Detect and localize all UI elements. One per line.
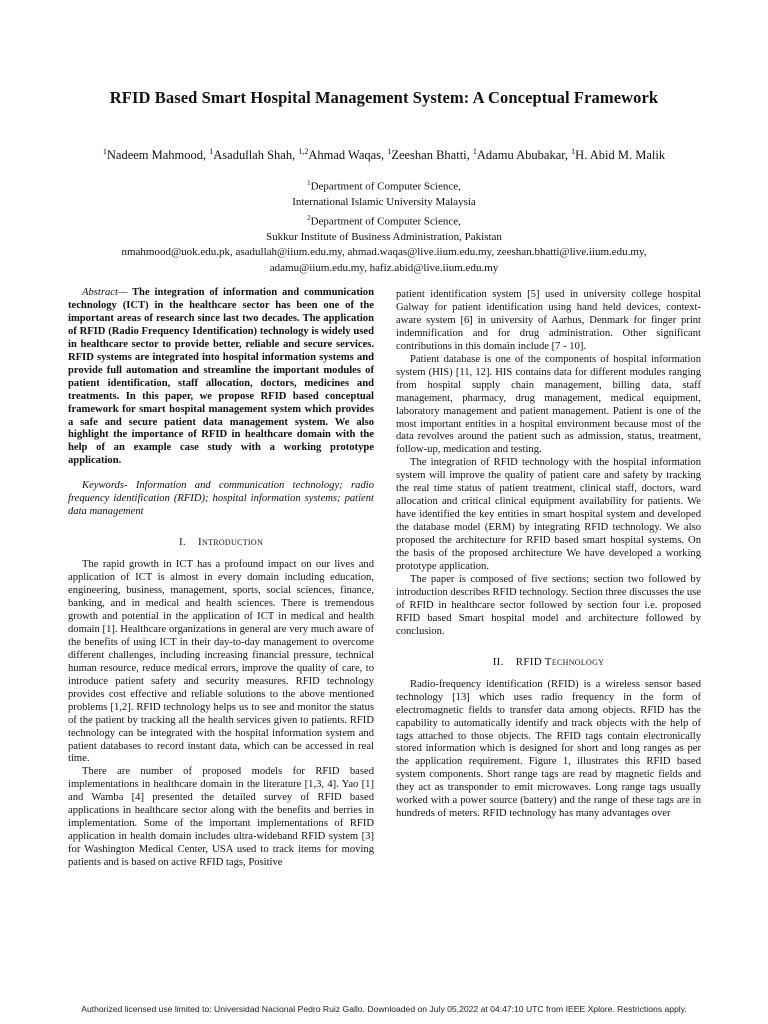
author: $^{1,2}$Ahmad Waqas, [298,147,388,163]
abstract-text: The integration of information and communication technology (ICT) in the healthcare sector has been one of the important areas of research since last two decades. The application of RFID (Radio Frequency Identification) technology is widely used in healthcare sector to provide better, reliable and secure services. RFID systems are integrated into hospital information systems and provide full automation and streamline the important modules of patient identification, staff allocation, doctors, medicines and treatments. In this paper, we propose RFID based conceptual framework for smart hospital management system which provides a safe and secure patient data management system. We also highlight the importance of RFID in healthcare domain with the help of an example case study with a working prototype application. [68,287,374,467]
ieee-license-footer: Authorized licensed use limited to: Universidad Nacional Pedro Ruiz Gallo. Downloaded on July 05,2022 at 04:47:10 UTC from IEEE Xplore. Restrictions apply. [81,1004,687,1014]
author: $^1$H. Abid M. Malik [571,147,666,163]
author-list [40,144,728,163]
author: $^1$Asadullah Shah, [209,147,299,163]
paragraph: The paper is composed of five sections; section two followed by introduction describes RFID technology. Section three discusses the use of RFID in healthcare sector followed by section four i.e. proposed RFID based Smart hospital model and architecture followed by conclusion. [396,573,701,637]
left-column [68,287,374,870]
section-heading-rfid-technology: II. RFID Technology [492,655,605,668]
author: $^1$Zeeshan Bhatti, [387,147,473,163]
paragraph: Patient database is one of the components of hospital information system (HIS) [11, 12]. HIS contains data for different modules ranging from hospital supply chain management, billing data, staff management, pharmacy, drug management, medical equipment, laboratory management and patient management. Patient is one of the most important entities in a hospital environment because most of the data revolves around the patient such as admission, status, treatment, follow-up, medication and testing. [396,353,701,456]
paragraph: The rapid growth in ICT has a profound impact on our lives and application of ICT is almost in every domain including education, engineering, business, management, sports, social sciences, finance, banking, and in medical and health sciences. There is tremendous growth and potential in the application of ICT in medical and health domain [1]. Healthcare organizations in general are very much aware of the benefits of using ICT in their day-to-day management to overcome different challenges, including increasing financial pressure, technical human resource, reduce medical errors, improve the quality of care, to introduce patient safety and security measures. RFID technology provides cost effective and reliable solutions to the above mentioned problems [1,2]. RFID technology helps us to see and monitor the status of the patient by tracking all the health services given to patients. RFID technology can be integrated with the hospital information system and patient databases to record instant data, which can be accessed in real time. [68,559,374,765]
keywords: Keywords- Information and communication technology; radio frequency identification (RFID); hospital information systems; patient data management [68,480,374,518]
paragraph: patient identification system [5] used in university college hospital Galway for patient identification using hand held devices, context-aware system [6] in university of Aarhus, Denmark for finger print indemnification and for drug administration. Other significant contributions in this domain include [7 - 10]. [396,289,701,352]
affiliation-univ-1: International Islamic University Malaysia [292,196,476,209]
author: $^1$Adamu Abubakar, [472,147,572,163]
abstract [68,287,374,468]
author-emails: adamu@iium.edu.my, hafiz.abid@live.iium.edu.my [269,261,499,274]
paragraph: Radio-frequency identification (RFID) is a wireless sensor based technology [13] which uses radio frequency in the form of electromagnetic fields to transfer data among objects. RFID has the capability to automatically identify and track objects with the help of tags attached to those objects. The RFID tags contain electronically stored information which is designed for short and long ranges as per the application requirement. Figure 1, illustrates this RFID based system components. Short range tags are read by magnetic fields and they act as transponder to emit microwaves. Long range tags usually worked with a power source (battery) and the range of these tags are in hundreds of meters. RFID technology has many advantages over [396,678,701,820]
paper-title: RFID Based Smart Hospital Management System: A Conceptual Framework [109,88,659,107]
author-emails: nmahmood@uok.edu.pk, asadullah@iium.edu.my, ahmad.waqas@live.iium.edu.my, zeeshan.bhatti@live.iium.edu.my, [121,246,647,259]
affiliations [40,176,728,276]
affiliation-univ-2: Sukkur Institute of Business Administration, Pakistan [266,230,502,243]
paragraph: The integration of RFID technology with the hospital information system will improve the quality of patient care and safety by tracking the real time status of patient treatment, clinical staff, doctors, ward allocation and critical clinical equipment availability for patients. We have identified the key entities in smart hospital system and developed the database model (ERM) by integrating RFID technology. We also proposed the architecture for RFID based smart hospital systems. On the basis of the proposed architecture We have developed a working prototype application. [396,457,701,573]
right-column [396,289,701,821]
affiliation-dept-2: $^2$Department of Computer Science, [307,213,461,228]
affiliation-dept-1: $^1$Department of Computer Science, [307,179,461,193]
section-heading-introduction: I. Introduction [178,536,264,549]
paragraph: There are number of proposed models for RFID based implementations in healthcare domain in the literature [1,3, 4]. Yao [1] and Wamba [4] presented the detailed survey of RFID based applications in healthcare sector along with the benefits and berries in implementation. Some of the important implementations of RFID application in health domain includes ultra-wideband RFID system [3] for Washington Medical Center, USA used to track items for moving patients and is based on active RFID tags, Positive [68,766,374,869]
abstract-label: Abstract— [82,287,128,298]
author: $^1$Nadeem Mahmood, [102,147,210,163]
